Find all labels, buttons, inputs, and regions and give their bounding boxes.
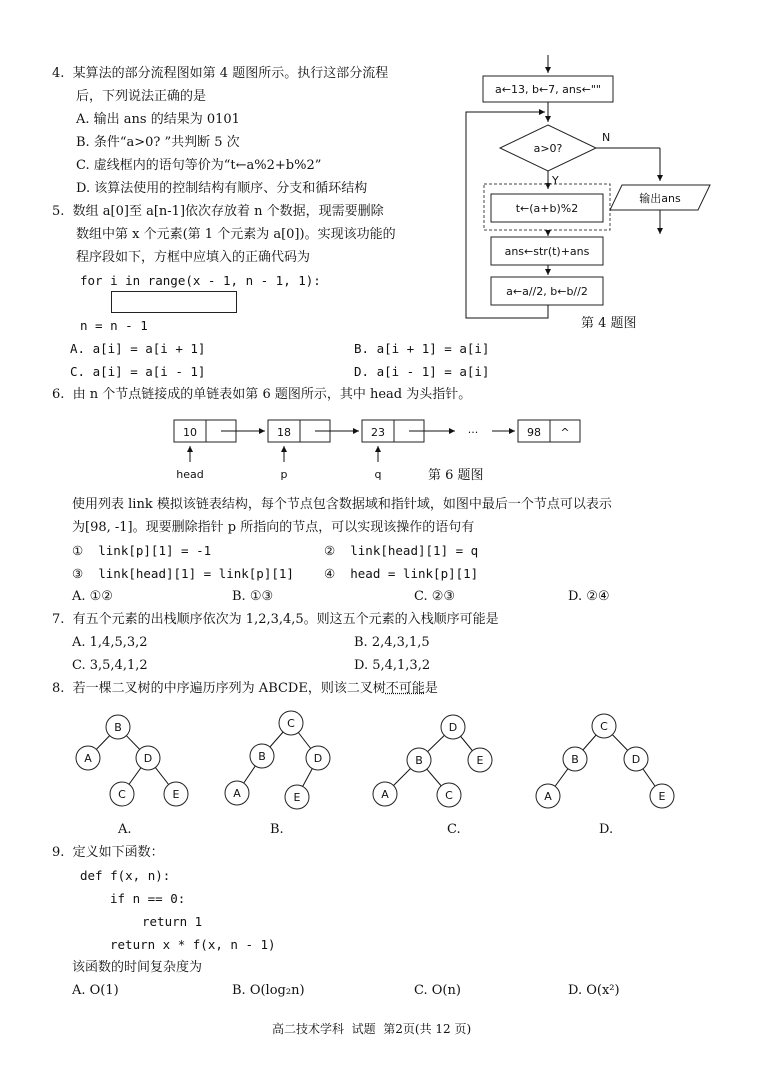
q9-stem: 9. 定义如下函数： <box>52 845 164 860</box>
treeB-node: B <box>258 750 266 763</box>
treeA-node: A <box>84 752 92 765</box>
q7-option-c: C. 3,5,4,1,2 <box>72 658 148 673</box>
treeD-root: C <box>600 720 608 733</box>
null-pointer-symbol: ^ <box>560 426 570 439</box>
q5-code-decrement: n = n - 1 <box>80 318 148 333</box>
q4-option-d: D. 该算法使用的控制结构有顺序、分支和循环结构 <box>76 181 368 196</box>
q6-statement-4: ④ head = link[p][1] <box>324 566 479 581</box>
q6-desc-line2: 为[98, -1]。现要删除指针 p 所指向的节点，可以实现该操作的语句有 <box>72 520 475 535</box>
treeB-root: C <box>287 717 295 730</box>
q8-label-d: D. <box>599 822 614 837</box>
q6-option-b: B. ①③ <box>232 589 274 604</box>
q6-option-d: D. ②④ <box>568 589 610 604</box>
q9-option-a: A. O(1) <box>72 983 119 998</box>
flow-init-text: a←13, b←7, ans←"" <box>495 83 601 96</box>
q7-option-b: B. 2,4,3,1,5 <box>354 635 430 650</box>
treeD-node: B <box>571 753 579 766</box>
page-footer: 高二技术学科 试题 第2页(共 12 页) <box>272 1022 472 1036</box>
treeA-node: E <box>172 788 180 801</box>
q9-option-b: B. O(log₂n) <box>232 983 305 998</box>
flow-output-text: 输出ans <box>639 192 681 205</box>
q8-stem: 8. 若一棵二叉树的中序遍历序列为 ABCDE，则该二叉树不可能是 <box>52 681 438 696</box>
q6-option-c: C. ②③ <box>414 589 456 604</box>
q7-option-d: D. 5,4,1,3,2 <box>354 658 431 673</box>
q8-label-b: B. <box>270 822 284 837</box>
treeB-node: D <box>313 752 323 765</box>
node-23-value: 23 <box>371 426 385 439</box>
q9-code-def: def f(x, n): <box>80 868 171 883</box>
q6-statement-2: ② link[head][1] = q <box>324 543 479 558</box>
q5-option-b: B. a[i + 1] = a[i] <box>354 341 490 356</box>
q4-stem-line2: 后，下列说法正确的是 <box>76 89 207 104</box>
flow-yes-label: Y <box>552 174 559 187</box>
q8-label-a: A. <box>118 822 132 837</box>
q9-option-c: C. O(n) <box>414 983 461 998</box>
node-18-value: 18 <box>277 426 291 439</box>
q9-code-if: if n == 0: <box>110 891 186 906</box>
q5-stem-line1: 5. 数组 a[0]至 a[n-1]依次存放着 n 个数据，现需要删除 <box>52 204 384 219</box>
q4-figure-caption: 第 4 题图 <box>581 316 637 331</box>
treeC-node: E <box>476 754 484 767</box>
q8-label-c: C. <box>447 822 461 837</box>
q8-emphasis: 不可能 <box>385 681 425 696</box>
q5-code-for: for i in range(x - 1, n - 1, 1): <box>80 273 321 288</box>
q5-option-d: D. a[i - 1] = a[i] <box>354 364 490 379</box>
treeC-node: B <box>415 754 423 767</box>
flow-no-label: N <box>602 131 611 144</box>
q7-option-a: A. 1,4,5,3,2 <box>72 635 148 650</box>
treeC-node: A <box>381 788 389 801</box>
list-ellipsis: ··· <box>467 426 479 439</box>
flow-cond-text: a>0? <box>533 142 563 155</box>
q-pointer-label: q <box>374 468 382 481</box>
treeD-node: D <box>631 753 641 766</box>
treeC-root: D <box>448 721 458 734</box>
q6-statement-1: ① link[p][1] = -1 <box>72 543 212 558</box>
head-pointer-label: head <box>176 468 204 481</box>
flow-step1-text: t←(a+b)%2 <box>515 202 579 215</box>
treeC-node: C <box>445 789 453 802</box>
q6-option-a: A. ①② <box>72 589 113 604</box>
q9-ask: 该函数的时间复杂度为 <box>72 960 203 975</box>
q9-option-d: D. O(x²) <box>568 983 620 998</box>
treeA-root: B <box>114 721 122 734</box>
treeB-node: A <box>233 787 241 800</box>
q6-stem: 6. 由 n 个节点链接成的单链表如第 6 题图所示，其中 head 为头指针。 <box>52 387 472 402</box>
flow-step2-text: ans←str(t)+ans <box>504 245 590 258</box>
p-pointer-label: p <box>280 468 288 481</box>
q9-code-return1: return 1 <box>142 914 203 929</box>
q9-code-return2: return x * f(x, n - 1) <box>110 937 276 952</box>
node-10-value: 10 <box>183 426 197 439</box>
q4-option-b: B. 条件“a>0? ”共判断 5 次 <box>76 135 240 150</box>
treeB-node: E <box>293 791 301 804</box>
treeD-node: A <box>544 790 552 803</box>
treeA-node: C <box>118 788 126 801</box>
q5-stem-line3: 程序段如下，方框中应填入的正确代码为 <box>76 250 311 265</box>
node-98-value: 98 <box>527 426 541 439</box>
q4-option-a: A. 输出 ans 的结果为 0101 <box>76 112 240 127</box>
flow-step3-text: a←a//2, b←b//2 <box>506 285 588 298</box>
q4-option-c: C. 虚线框内的语句等价为“t←a%2+b%2” <box>76 158 322 173</box>
q5-option-a: A. a[i] = a[i + 1] <box>70 341 206 356</box>
q5-option-c: C. a[i] = a[i - 1] <box>70 364 206 379</box>
q7-stem: 7. 有五个元素的出栈顺序依次为 1,2,3,4,5。则这五个元素的入栈顺序可能是 <box>52 612 499 627</box>
q6-desc-line1: 使用列表 link 模拟该链表结构，每个节点包含数据域和指针域，如图中最后一个节点可以表示 <box>72 497 612 512</box>
treeA-node: D <box>143 752 153 765</box>
q6-figure-caption: 第 6 题图 <box>428 468 484 483</box>
q4-stem-line1: 4. 某算法的部分流程图如第 4 题图所示。执行这部分流程 <box>52 66 389 81</box>
treeD-node: E <box>658 790 666 803</box>
q5-stem-line2: 数组中第 x 个元素(第 1 个元素为 a[0])。实现该功能的 <box>76 227 396 242</box>
q6-statement-3: ③ link[head][1] = link[p][1] <box>72 566 294 581</box>
